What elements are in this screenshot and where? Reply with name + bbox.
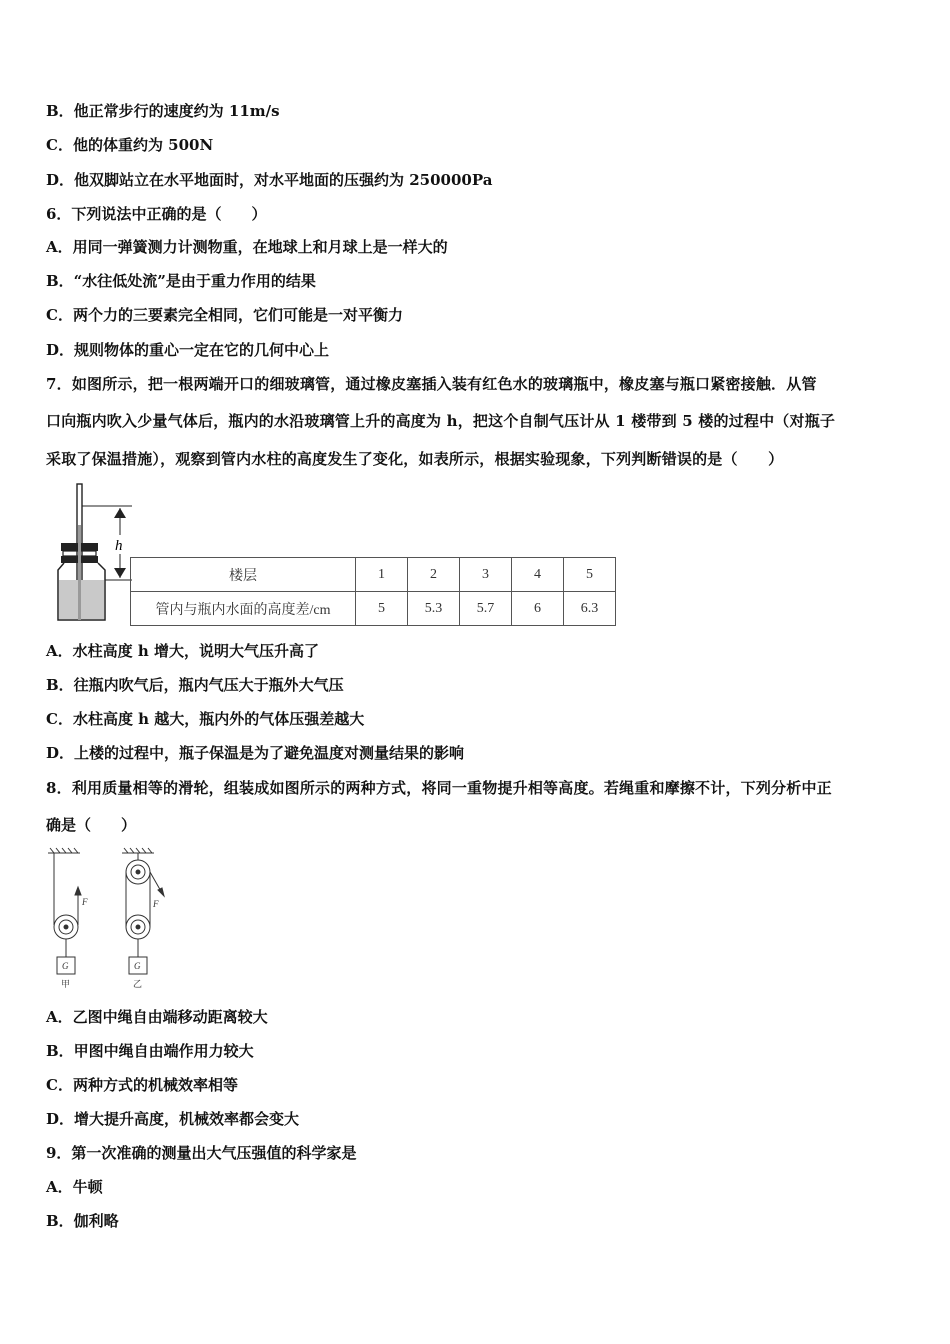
table-cell: 5 (564, 558, 616, 592)
option-7b: B．往瓶内吹气后，瓶内气压大于瓶外大气压 (46, 676, 344, 694)
force-label-left: F (82, 897, 88, 907)
option-6b: B．“水往低处流”是由于重力作用的结果 (46, 272, 316, 290)
table-cell: 管内与瓶内水面的高度差/cm (131, 592, 356, 626)
h-label: h (115, 538, 123, 554)
force-label-right: F (153, 899, 159, 909)
option-9a: A．牛顿 (46, 1178, 103, 1196)
option-8b: B．甲图中绳自由端作用力较大 (46, 1042, 254, 1060)
pulley-figure (40, 845, 180, 990)
table-cell: 5.3 (408, 592, 460, 626)
option-6d: D．规则物体的重心一定在它的几何中心上 (46, 341, 330, 359)
table-row (131, 592, 616, 626)
question-7-line-1: 7．如图所示，把一根两端开口的细玻璃管，通过橡皮塞插入装有红色水的玻璃瓶中，橡皮塞与瓶口紧密接触．从管 (46, 375, 817, 393)
table-row (131, 558, 616, 592)
option-7d: D．上楼的过程中，瓶子保温是为了避免温度对测量结果的影响 (46, 744, 465, 762)
option-5c: C．他的体重约为 500N (46, 136, 214, 154)
weight-label-right: G (134, 961, 141, 971)
table-cell: 5 (356, 592, 408, 626)
table-cell: 3 (460, 558, 512, 592)
question-6: 6．下列说法中正确的是（ ） (46, 205, 267, 223)
caption-yi: 乙 (133, 980, 143, 990)
table-cell: 5.7 (460, 592, 512, 626)
option-6a: A．用同一弹簧测力计测物重，在地球上和月球上是一样大的 (46, 238, 448, 256)
option-8c: C．两种方式的机械效率相等 (46, 1076, 238, 1094)
table-cell: 6.3 (564, 592, 616, 626)
caption-jia: 甲 (61, 980, 71, 990)
question-7-line-3: 采取了保温措施），观察到管内水柱的高度发生了变化，如表所示，根据实验现象，下列判断错误的是（ ） (46, 450, 784, 468)
option-8a: A．乙图中绳自由端移动距离较大 (46, 1008, 268, 1026)
table-cell: 1 (356, 558, 408, 592)
question-8-line-1: 8．利用质量相等的滑轮，组装成如图所示的两种方式，将同一重物提升相等高度。若绳重和摩擦不计，下列分析中正 (46, 779, 832, 797)
option-7a: A．水柱高度 h 增大，说明大气压升高了 (46, 642, 319, 660)
question-9: 9．第一次准确的测量出大气压强值的科学家是 (46, 1144, 357, 1162)
table-cell: 楼层 (131, 558, 356, 592)
option-6c: C．两个力的三要素完全相同，它们可能是一对平衡力 (46, 306, 403, 324)
table-cell: 2 (408, 558, 460, 592)
question-7-line-2: 口向瓶内吹入少量气体后，瓶内的水沿玻璃管上升的高度为 h，把这个自制气压计从 1 楼带到 5 楼的过程中（对瓶子 (46, 412, 836, 430)
option-9b: B．伽利略 (46, 1212, 119, 1230)
height-data-table (130, 557, 616, 626)
barometer-figure (50, 480, 140, 625)
option-8d: D．增大提升高度，机械效率都会变大 (46, 1110, 300, 1128)
weight-label-left: G (62, 961, 69, 971)
question-8-line-2: 确是（ ） (46, 816, 137, 834)
table-cell: 6 (512, 592, 564, 626)
option-5b: B．他正常步行的速度约为 11m/s (46, 102, 280, 120)
option-7c: C．水柱高度 h 越大，瓶内外的气体压强差越大 (46, 710, 365, 728)
table-cell: 4 (512, 558, 564, 592)
option-5d: D．他双脚站立在水平地面时，对水平地面的压强约为 250000Pa (46, 171, 493, 189)
